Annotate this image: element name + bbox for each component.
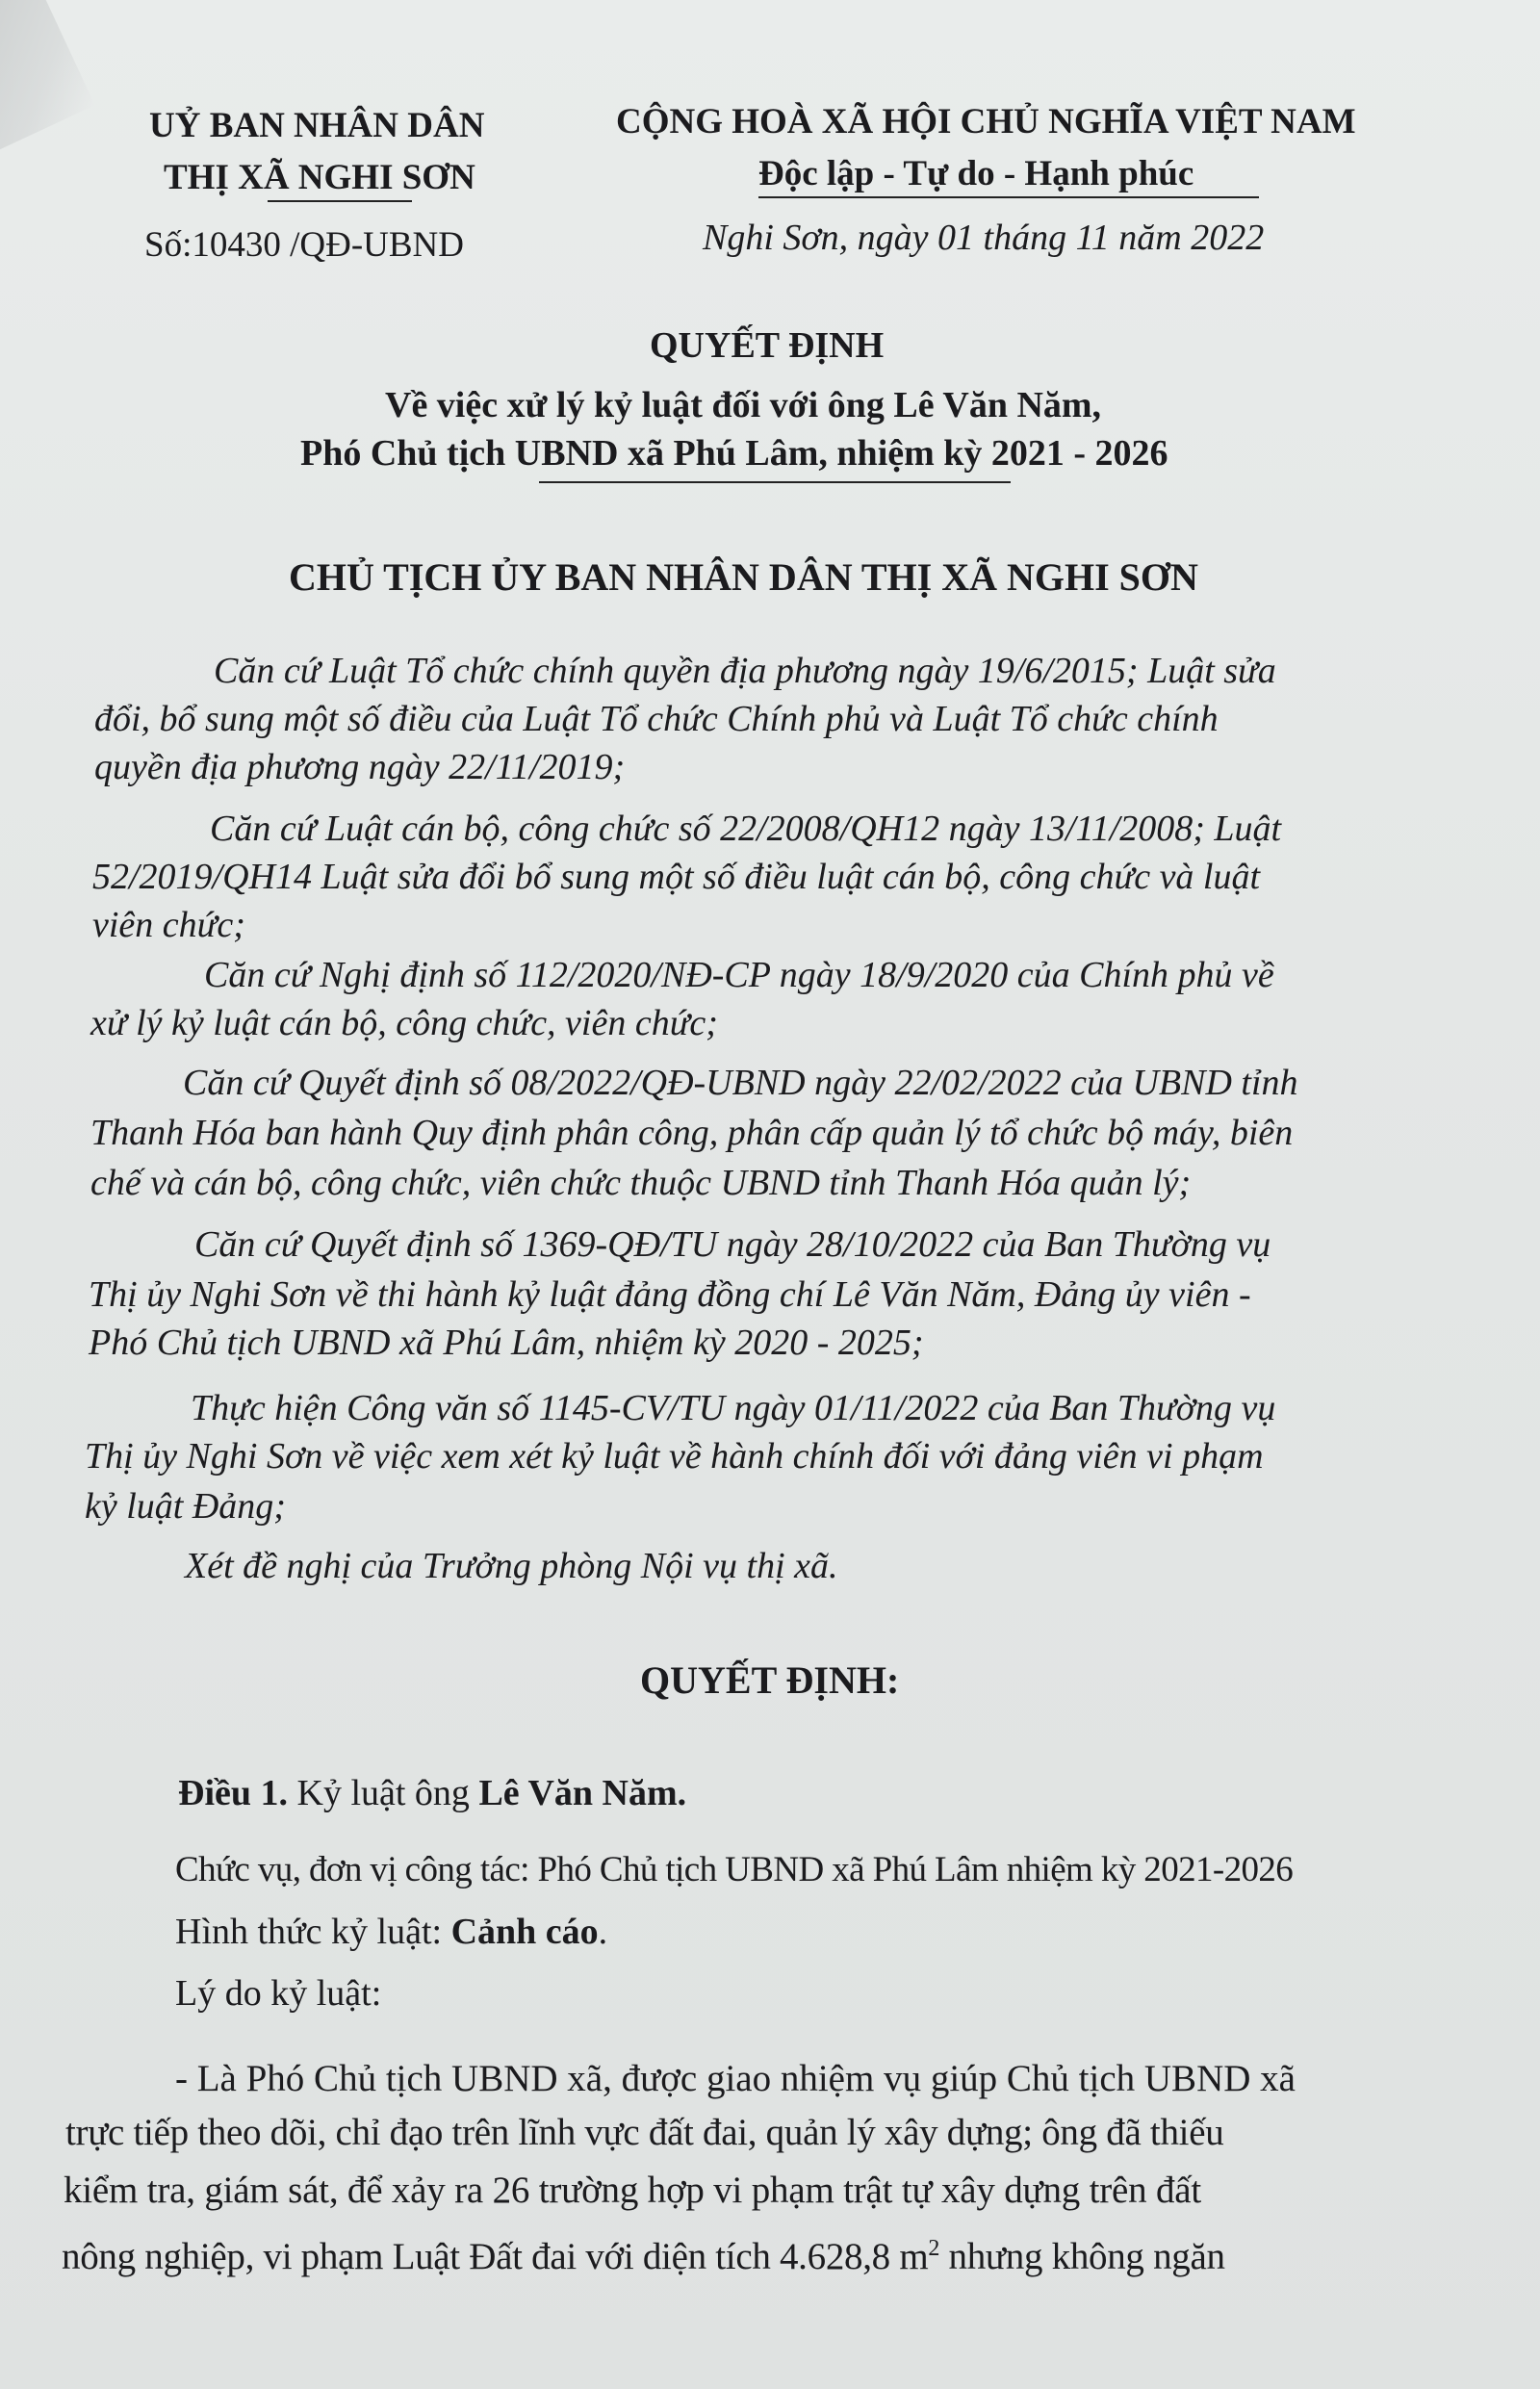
preamble-line: quyền địa phương ngày 22/11/2019; (94, 747, 626, 787)
preamble-line: đổi, bổ sung một số điều của Luật Tổ chức Chính phủ và Luật Tổ chức chính (94, 699, 1219, 739)
place-and-date: Nghi Sơn, ngày 01 tháng 11 năm 2022 (703, 218, 1265, 258)
article-1-form-end: . (598, 1912, 608, 1952)
issuer-name: UỶ BAN NHÂN DÂN (149, 106, 485, 145)
decision-title: QUYẾT ĐỊNH (650, 325, 885, 366)
preamble-line: Thị ủy Nghi Sơn về việc xem xét kỷ luật về hành chính đối với đảng viên vi phạm (85, 1436, 1264, 1477)
paper-edge-shadow (0, 0, 95, 150)
article-1-form-value: Cảnh cáo (450, 1912, 599, 1952)
preamble-line: xử lý kỷ luật cán bộ, công chức, viên chức; (90, 1003, 718, 1043)
preamble-line: chế và cán bộ, công chức, viên chức thuộc UBND tỉnh Thanh Hóa quản lý; (90, 1163, 1192, 1203)
decision-heading: QUYẾT ĐỊNH: (640, 1658, 900, 1702)
square-unit-superscript: 2 (928, 2236, 940, 2261)
preamble-line: kỷ luật Đảng; (85, 1486, 286, 1527)
motto-underline (758, 196, 1259, 198)
reason-line: - Là Phó Chủ tịch UBND xã, được giao nhiệm vụ giúp Chủ tịch UBND xã (175, 2058, 1296, 2099)
preamble-line: Phó Chủ tịch UBND xã Phú Lâm, nhiệm kỳ 2020 - 2025; (89, 1323, 924, 1363)
preamble-line: Căn cứ Luật Tổ chức chính quyền địa phương ngày 19/6/2015; Luật sửa (214, 651, 1276, 691)
preamble-line: Thanh Hóa ban hành Quy định phân công, phân cấp quản lý tổ chức bộ máy, biên (90, 1113, 1294, 1153)
issuer-locality: THỊ XÃ NGHI SƠN (164, 158, 475, 197)
document-number: Số:10430 /QĐ-UBND (144, 225, 464, 265)
decision-subject-line1: Về việc xử lý kỷ luật đối với ông Lê Văn Năm, (385, 385, 1102, 425)
preamble-line: Căn cứ Quyết định số 1369-QĐ/TU ngày 28/10/2022 của Ban Thường vụ (194, 1224, 1271, 1265)
decision-subject-line2: Phó Chủ tịch UBND xã Phú Lâm, nhiệm kỳ 2021 - 2026 (300, 433, 1168, 474)
national-motto: Độc lập - Tự do - Hạnh phúc (758, 154, 1194, 193)
issuing-authority: CHỦ TỊCH ỦY BAN NHÂN DÂN THỊ XÃ NGHI SƠN (289, 555, 1198, 599)
preamble-line: Xét đề nghị của Trưởng phòng Nội vụ thị xã. (185, 1546, 838, 1586)
article-1-heading (178, 1775, 686, 1811)
preamble-line: viên chức; (92, 905, 245, 945)
national-title: CỘNG HOÀ XÃ HỘI CHỦ NGHĨA VIỆT NAM (616, 102, 1356, 141)
preamble-line: Căn cứ Nghị định số 112/2020/NĐ-CP ngày 18/9/2020 của Chính phủ về (204, 955, 1274, 995)
preamble-line: Căn cứ Quyết định số 08/2022/QĐ-UBND ngày 22/02/2022 của UBND tỉnh (183, 1063, 1298, 1103)
article-1-reason-label: Lý do kỷ luật: (175, 1973, 382, 2014)
article-1-label: Điều 1. (178, 1773, 288, 1813)
article-1-text: Kỷ luật ông (288, 1773, 479, 1813)
article-1-form (175, 1914, 607, 1950)
preamble-line: Căn cứ Luật cán bộ, công chức số 22/2008/QH12 ngày 13/11/2008; Luật (210, 809, 1282, 849)
article-1-form-label: Hình thức kỷ luật: (175, 1912, 451, 1952)
reason-line: kiểm tra, giám sát, để xảy ra 26 trường hợp vi phạm trật tự xây dựng trên đất (64, 2170, 1202, 2211)
reason-text-area: nông nghiệp, vi phạm Luật Đất đai với diện tích 4.628,8 m (62, 2236, 929, 2277)
article-1-position: Chức vụ, đơn vị công tác: Phó Chủ tịch UBND xã Phú Lâm nhiệm kỳ 2021-2026 (175, 1850, 1294, 1889)
reason-line-last (62, 2237, 1225, 2275)
preamble-line: Thực hiện Công văn số 1145-CV/TU ngày 01/11/2022 của Ban Thường vụ (191, 1388, 1276, 1428)
reason-line: trực tiếp theo dõi, chỉ đạo trên lĩnh vực đất đai, quản lý xây dựng; ông đã thiếu (65, 2112, 1224, 2153)
preamble-line: Thị ủy Nghi Sơn về thi hành kỷ luật đảng đồng chí Lê Văn Năm, Đảng ủy viên - (89, 1274, 1251, 1315)
article-1-person-name: Lê Văn Năm. (478, 1773, 687, 1813)
preamble-line: 52/2019/QH14 Luật sửa đổi bổ sung một số điều luật cán bộ, công chức và luật (92, 857, 1261, 897)
reason-text-end: nhưng không ngăn (939, 2236, 1225, 2277)
subject-underline (539, 481, 1011, 483)
issuer-underline (268, 200, 412, 202)
